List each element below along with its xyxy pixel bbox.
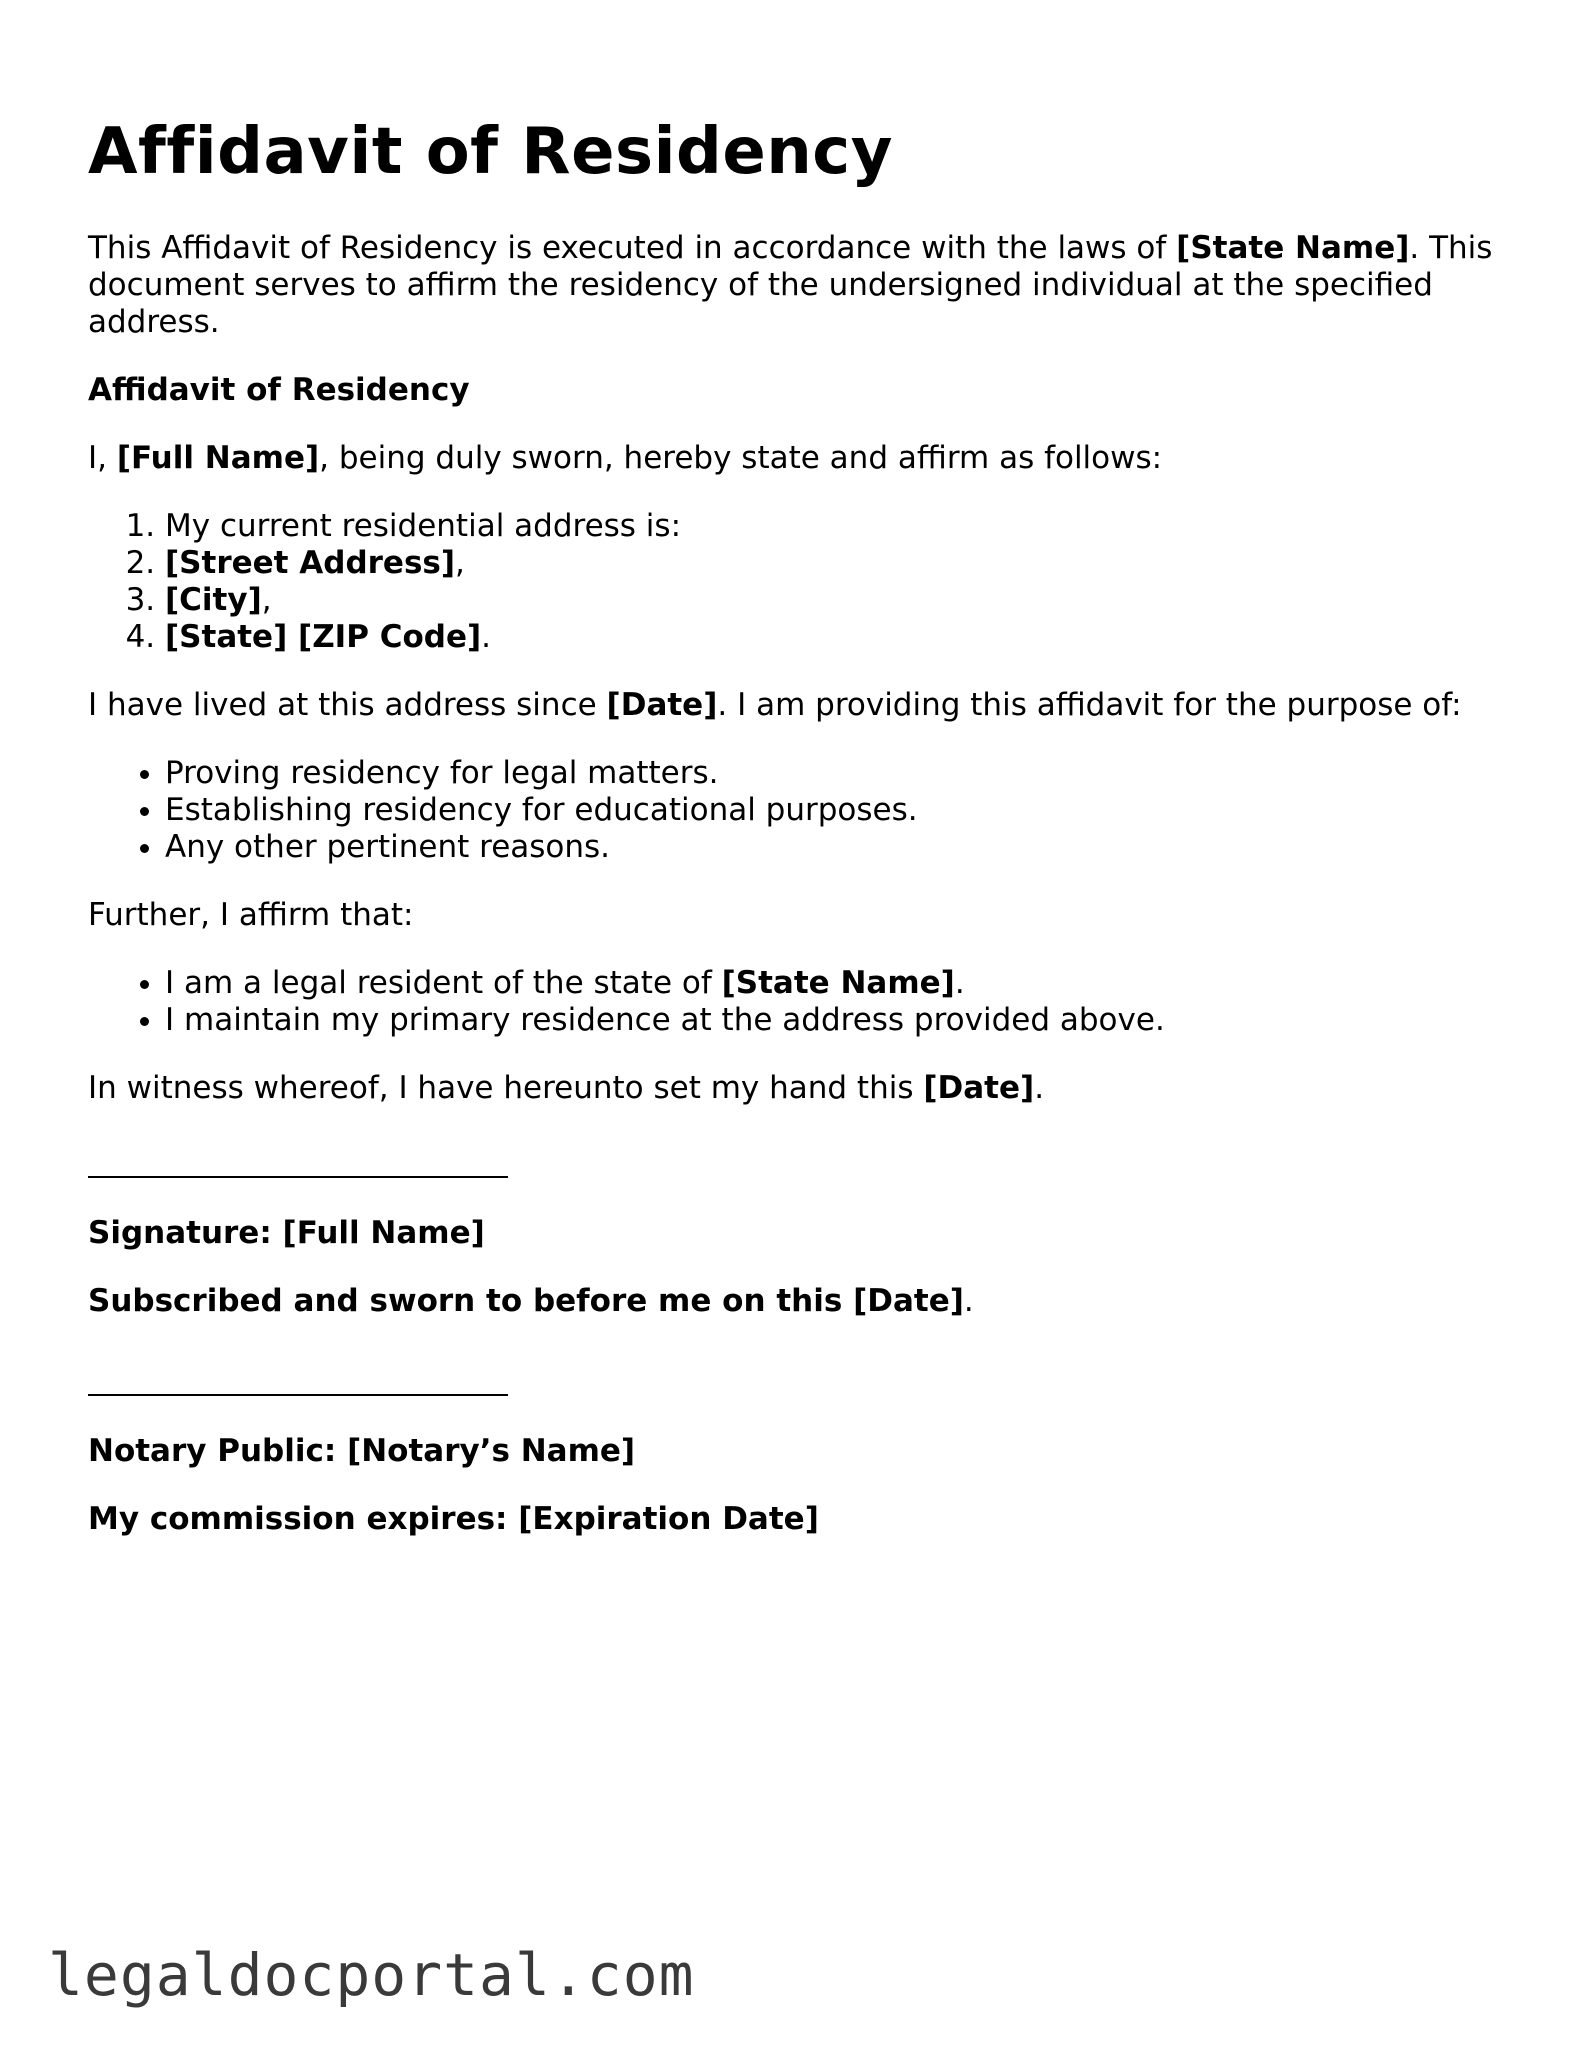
notary-signature-rule xyxy=(88,1394,508,1396)
purpose-list-item: • Proving residency for legal matters. xyxy=(165,755,1508,792)
document-page xyxy=(88,104,1508,1538)
site-watermark: legaldocportal.com xyxy=(48,1941,695,2009)
affirmation-list xyxy=(88,965,1508,1039)
purpose-list-item: • Establishing residency for educational purposes. xyxy=(165,792,1508,829)
intro-paragraph xyxy=(88,230,1508,341)
intro-text-end: . This document serves to affirm the residency of the undersigned individual at the specified address. xyxy=(88,230,1493,340)
address-list-item: 3. [City], xyxy=(165,582,1508,619)
address-list-item: 2. [Street Address], xyxy=(165,545,1508,582)
affirmation-list-item: • I maintain my primary residence at the address provided above. xyxy=(165,1002,1508,1039)
state-zip-placeholder: [State] [ZIP Code] xyxy=(165,619,482,655)
full-name-placeholder: [Full Name] xyxy=(116,440,320,476)
commission-expiry-label: My commission expires: [Expiration Date] xyxy=(88,1501,819,1537)
signature-line xyxy=(88,1147,508,1184)
signature-rule xyxy=(88,1176,508,1178)
document-title: Affidavit of Residency xyxy=(88,115,893,189)
subscribed-paragraph: Subscribed and sworn to before me on this [Date]. xyxy=(88,1283,974,1319)
oath-paragraph xyxy=(88,440,1508,477)
purpose-list-item: • Any other pertinent reasons. xyxy=(165,829,1508,866)
oath-text-end: , being duly sworn, hereby state and affirm as follows: xyxy=(319,440,1163,476)
since-date-placeholder: [Date] xyxy=(606,687,718,723)
further-affirm-paragraph: Further, I affirm that: xyxy=(88,897,414,933)
city-placeholder: [City] xyxy=(165,582,262,618)
purpose-list xyxy=(88,755,1508,866)
state-name-placeholder: [State Name] xyxy=(1176,230,1410,266)
residency-since-paragraph: I have lived at this address since [Date]. I am providing this affidavit for the purpose of: xyxy=(88,687,1462,723)
witness-date-placeholder: [Date] xyxy=(923,1070,1035,1106)
affirmation-list-item: • I am a legal resident of the state of [State Name]. xyxy=(165,965,1508,1002)
intro-text-start: This Affidavit of Residency is executed in accordance with the laws of xyxy=(88,230,1177,266)
section-subheading: Affidavit of Residency xyxy=(88,372,470,408)
oath-text-start: I, xyxy=(88,440,117,476)
state-name-placeholder: [State Name] xyxy=(721,965,955,1001)
address-list-item: 4. [State] [ZIP Code]. xyxy=(165,619,1508,656)
notary-signature-line xyxy=(88,1365,508,1402)
address-list xyxy=(88,508,1508,656)
address-list-item: 1. My current residential address is: xyxy=(165,508,1508,545)
witness-paragraph: In witness whereof, I have hereunto set my hand this [Date]. xyxy=(88,1070,1045,1106)
signature-label: Signature: [Full Name] xyxy=(88,1215,485,1251)
street-address-placeholder: [Street Address] xyxy=(165,545,456,581)
notary-label: Notary Public: [Notary’s Name] xyxy=(88,1433,636,1469)
